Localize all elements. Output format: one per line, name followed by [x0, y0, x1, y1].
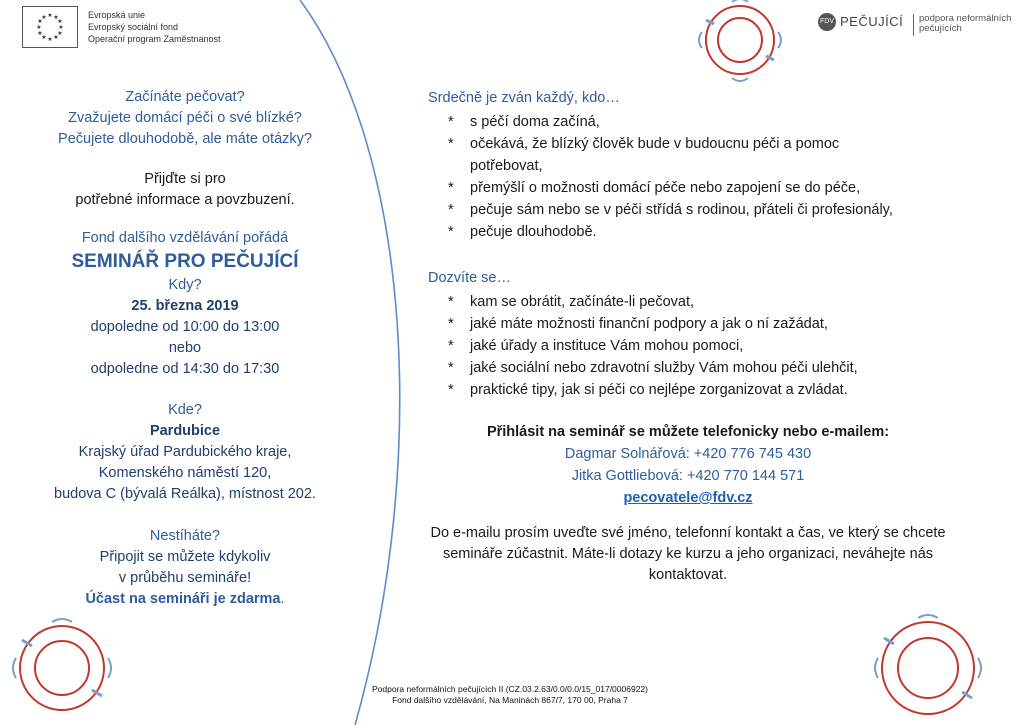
lifebuoy-icon-top [699, 0, 781, 81]
svg-text:★: ★ [37, 18, 43, 25]
lifebuoy-icon-bottom-right [875, 615, 981, 714]
late-label: Nestíháte? [149, 528, 221, 544]
free-admission-dot: . [280, 591, 285, 607]
list-item [428, 313, 988, 335]
free-admission [20, 589, 350, 610]
time-morning: dopoledne od 10:00 do 13:00 [90, 319, 280, 335]
star-bullet-icon: * [448, 114, 454, 130]
contact-phone: Dagmar Solnářová: +420 776 745 430 [564, 446, 812, 462]
brand-tagline-line: pečujících [919, 23, 962, 34]
footer-address: Fond dalšího vzdělávání, Na Maninách 867/7, 170 00, Praha 7 [392, 695, 628, 705]
eu-logo [22, 6, 262, 50]
registration-note: Do e-mailu prosím uveďte své jméno, telefonní kontakt a čas, ve který se chcete semináře zúčastnit. Máte-li dotazy ke kurzu a jeho organizaci, neváhejte nás kontaktovat. [430, 525, 946, 583]
list-item-text: očekává, že blízký člověk bude v budoucnu péči a pomoc potřebovat, [470, 136, 840, 174]
contact-heading: Přihlásit na seminář se můžete telefonicky nebo e-mailem: [486, 424, 890, 440]
event-date: 25. března 2019 [131, 298, 239, 314]
intro-line: Pečujete dlouhodobě, ale máte otázky? [58, 131, 312, 147]
seminar-title: SEMINÁŘ PRO PEČUJÍCÍ [71, 251, 299, 272]
when-section [20, 275, 350, 380]
star-bullet-icon: * [448, 360, 454, 376]
eu-line: Operační program Zaměstnanost [88, 34, 221, 44]
star-bullet-icon: * [448, 382, 454, 398]
eu-line: Evropský sociální fond [88, 22, 179, 32]
event-city: Pardubice [149, 423, 221, 439]
list-item-text: pečuje dlouhodobě. [470, 224, 597, 240]
left-column [20, 87, 350, 610]
late-section [20, 526, 350, 610]
footer-project: Podpora neformálních pečujících II (CZ.03.2.63/0.0/0.0/15_017/0006922) [372, 684, 648, 694]
eu-flag-icon [22, 6, 78, 48]
welcome-list [428, 111, 988, 243]
list-item [428, 291, 988, 313]
list-item-text: přemýšlí o možnosti domácí péče nebo zapojení se do péče, [470, 180, 861, 196]
invitation-line: Přijďte si pro [144, 171, 226, 187]
learn-heading: Dozvíte se… [428, 270, 511, 286]
address-line: Komenského náměstí 120, [98, 465, 272, 481]
eu-text [88, 9, 221, 45]
list-item [428, 111, 988, 133]
late-line: v průběhu semináře! [118, 570, 252, 586]
svg-text:★: ★ [36, 24, 42, 31]
list-item-text: praktické tipy, jak si péči co nejlépe zorganizovat a zvládat. [470, 382, 848, 398]
brand-logo [818, 12, 1018, 38]
contact-section [428, 421, 948, 509]
list-item-text: kam se obrátit, začínáte-li pečovat, [470, 294, 695, 310]
welcome-heading: Srdečně je zván každý, kdo… [428, 90, 620, 106]
list-item [428, 379, 988, 401]
brand-tagline-line: podpora neformálních [919, 13, 1012, 24]
time-or: nebo [168, 340, 202, 356]
invitation-line: potřebné informace a povzbuzení. [75, 192, 295, 208]
eu-line: Evropská unie [88, 10, 146, 20]
address-line: Krajský úřad Pardubického kraje, [78, 444, 292, 460]
list-item [428, 357, 988, 379]
list-item [428, 221, 988, 243]
star-bullet-icon: * [448, 202, 454, 218]
star-bullet-icon: * [448, 316, 454, 332]
when-label: Kdy? [168, 277, 202, 293]
learn-list [428, 291, 988, 401]
lifebuoy-icon-bottom-left [13, 619, 111, 710]
email-link[interactable]: pecovatele@fdv.cz [623, 490, 753, 506]
star-bullet-icon: * [448, 136, 454, 152]
list-item-text: jaké sociální nebo zdravotní služby Vám mohou péči ulehčit, [470, 360, 858, 376]
organizer: Fond dalšího vzdělávání pořádá [81, 230, 289, 246]
time-afternoon: odpoledne od 14:30 do 17:30 [90, 361, 280, 377]
where-label: Kde? [168, 402, 202, 418]
list-item-text: jaké máte možnosti finanční podpory a jak o ní zažádat, [470, 316, 828, 332]
right-column [428, 87, 988, 586]
list-item-text: jaké úřady a instituce Vám mohou pomoci, [470, 338, 744, 354]
intro-line: Začínáte pečovat? [125, 89, 245, 105]
where-section [20, 400, 350, 505]
svg-text:★: ★ [41, 34, 47, 41]
fdv-logo-icon: FDV [818, 13, 836, 31]
brand-divider [913, 14, 914, 36]
svg-text:★: ★ [53, 14, 59, 21]
star-bullet-icon: * [448, 338, 454, 354]
intro-line: Zvažujete domácí péči o své blízké? [68, 110, 302, 126]
svg-text:★: ★ [53, 34, 59, 41]
late-line: Připojit se můžete kdykoliv [99, 549, 271, 565]
list-item [428, 133, 890, 177]
list-item-text: s péčí doma začíná, [470, 114, 600, 130]
star-bullet-icon: * [448, 180, 454, 196]
contact-phone: Jitka Gottliebová: +420 770 144 571 [571, 468, 805, 484]
star-bullet-icon: * [448, 224, 454, 240]
list-item-text: pečuje sám nebo se v péči střídá s rodinou, přáteli či profesionály, [470, 202, 893, 218]
svg-text:★: ★ [37, 30, 43, 37]
svg-text:★: ★ [47, 12, 53, 19]
list-item [428, 335, 988, 357]
list-item [428, 177, 988, 199]
star-bullet-icon: * [448, 294, 454, 310]
list-item [428, 199, 988, 221]
brand-tagline [919, 14, 1011, 34]
brand-name: PEČUJÍCÍ [840, 14, 904, 29]
svg-text:★: ★ [47, 36, 53, 43]
footer [300, 684, 720, 706]
svg-text:★: ★ [41, 14, 47, 21]
address-line: budova C (bývalá Reálka), místnost 202. [54, 486, 316, 502]
free-admission-text: Účast na semináři je zdarma [85, 591, 281, 607]
svg-text:★: ★ [57, 18, 63, 25]
svg-text:★: ★ [58, 24, 64, 31]
svg-text:★: ★ [57, 30, 63, 37]
intro-questions [20, 87, 350, 150]
invitation [20, 169, 350, 211]
